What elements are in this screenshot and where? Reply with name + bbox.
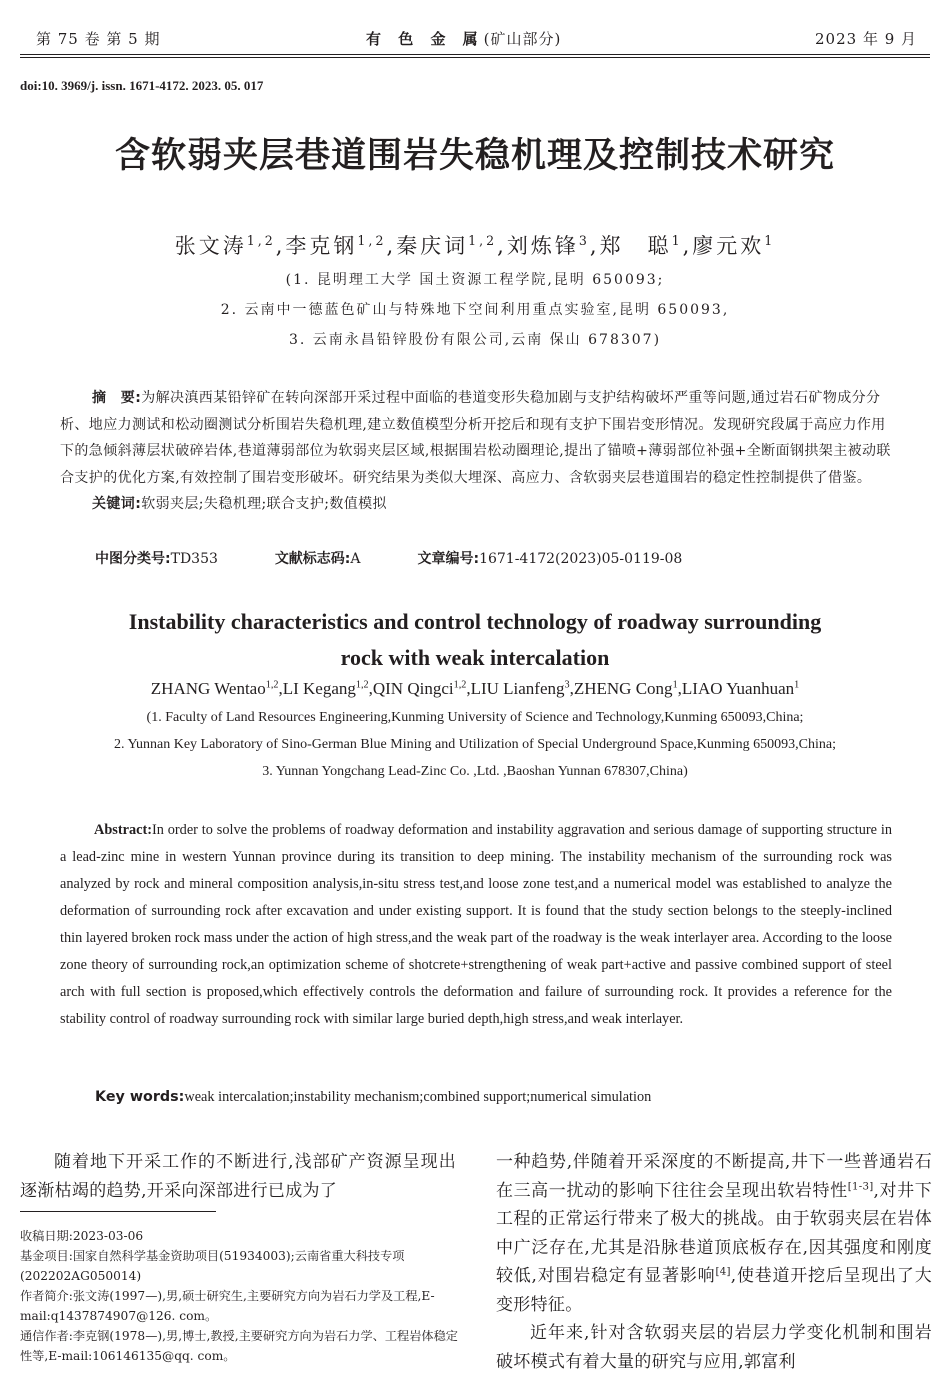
abstract-cn: [60, 385, 892, 518]
author-cn: 秦庆词$^{1,2}$: [396, 233, 498, 258]
footnote-corresponding: 通信作者:李克钢(1978—),男,博士,教授,主要研究方向为岩石力学、工程岩体稳定性等,E-mail:106146135@qq. com。: [20, 1329, 458, 1363]
authors-cn: 张文涛$^{1,2}$,李克钢$^{1,2}$,秦庆词$^{1,2}$,刘炼锋$^3$,郑 聪$^1$,廖元欢$^1$: [174, 233, 776, 258]
doi[interactable]: doi:10. 3969/j. issn. 1671-4172. 2023. 05. 017: [20, 78, 264, 93]
header-rule-top: [20, 54, 930, 55]
citation[interactable]: [4]: [715, 1266, 731, 1278]
header-date: 2023 年 9 月: [815, 30, 918, 48]
doc-code-label: 文献标志码:: [274, 551, 351, 567]
doc-code-value: A: [350, 551, 361, 567]
keywords-en: [95, 1089, 651, 1106]
abstract-en-label: Abstract:: [94, 822, 152, 838]
affiliation-cn-1: (1. 昆明理工大学 国土资源工程学院,昆明 650093;: [285, 272, 665, 288]
author-en: QIN Qingci$^{1,2}$: [372, 679, 467, 698]
body-paragraph: 随着地下开采工作的不断进行,浅部矿产资源呈现出逐渐枯竭的趋势,开采向深部进行已成为了: [20, 1152, 456, 1201]
keywords-cn-text: 软弱夹层;失稳机理;联合支护;数值模拟: [141, 496, 387, 512]
footnotes: [20, 1226, 465, 1366]
affiliation-cn-2: 2. 云南中一德蓝色矿山与特殊地下空间利用重点实验室,昆明 650093,: [220, 302, 730, 318]
body-column-left: [20, 1148, 456, 1205]
article-no-value: 1671-4172(2023)05-0119-08: [479, 551, 683, 567]
author-en: LI Kegang$^{1,2}$: [282, 679, 369, 698]
header-journal-sub: (矿山部分): [483, 30, 562, 48]
author-en: ZHANG Wentao$^{1,2}$: [150, 679, 279, 698]
clc-label: 中图分类号:: [95, 551, 171, 567]
footnote-fund: 基金项目:国家自然科学基金资助项目(51934003);云南省重大科技专项(202202AG050014): [20, 1249, 405, 1283]
classification-row: [95, 548, 682, 568]
abstract-cn-label: 摘 要:: [92, 390, 142, 406]
affiliation-en-3: 3. Yunnan Yongchang Lead-Zinc Co. ,Ltd. ,Baoshan Yunnan 678307,China): [262, 764, 688, 779]
authors-en: ZHANG Wentao$^{1,2}$,LI Kegang$^{1,2}$,QIN Qingci$^{1,2}$,LIU Lianfeng$^3$,ZHENG Cong$^1$,LIAO Yuanhuan$^1$: [150, 679, 800, 698]
footnote-rule: [20, 1211, 216, 1212]
title-en-line1: Instability characteristics and control technology of roadway surrounding: [128, 609, 822, 634]
keywords-en-text: weak intercalation;instability mechanism;combined support;numerical simulation: [184, 1089, 652, 1105]
title-cn: 含软弱夹层巷道围岩失稳机理及控制技术研究: [114, 135, 835, 176]
author-cn: 张文涛$^{1,2}$: [174, 233, 276, 258]
author-en: LIAO Yuanhuan$^1$: [681, 679, 800, 698]
author-cn: 李克钢$^{1,2}$: [285, 233, 387, 258]
header-volume-issue: 第 75 卷 第 5 期: [36, 30, 161, 48]
header-rule-bottom: [20, 57, 930, 58]
keywords-cn-label: 关键词:: [92, 496, 142, 512]
header-journal-name: 有 色 金 属: [366, 30, 484, 48]
author-en: LIU Lianfeng$^3$: [470, 679, 570, 698]
title-en-line2: rock with weak intercalation: [340, 645, 610, 670]
citation[interactable]: [1-3]: [847, 1180, 874, 1192]
body-paragraph: 一种趋势,伴随着开采深度的不断提高,井下一些普通岩石在三高一扰动的影响下往往会呈现出软岩特性[1-3],对井下工程的正常运行带来了极大的挑战。由于软弱夹层在岩体中广泛存在,尤其是沿脉巷道顶底板存在,因其强度和刚度较低,对围岩稳定有显著影响[4],使巷道开挖后呈现出了大变形特征。: [496, 1152, 933, 1315]
article-no-label: 文章编号:: [417, 551, 480, 567]
affiliation-en-2: 2. Yunnan Key Laboratory of Sino-German Blue Mining and Utilization of Special Underground Space,Kunming 650093,China;: [113, 737, 837, 752]
abstract-en-text: In order to solve the problems of roadway deformation and instability aggravation and serious damage of supporting structure in a lead-zinc mine in western Yunnan province during its transition to deep mining. The instability mechanism of the surrounding rock was analyzed by rock and mineral composition analysis,in-situ stress test,and loose zone test,and a numerical model was established to analyze the deformation of surrounding rock after excavation and under existing support. It is found that the study section belongs to the steeply-inclined thin layered broken rock mass under the action of high stress,and the weak part of the roadway is the weak interlayer area. According to the loose zone theory of surrounding rock,an optimization scheme of shotcrete+strengthening of weak part+active and passive combined support of steel arch with full section is proposed,which effectively controls the deformation and failure of surrounding rock. It provides a reference for the stability control of roadway surrounding rock with similar large buried depth,high stress,and weak interlayer.: [60, 822, 892, 1027]
author-cn: 刘炼锋$^3$: [506, 233, 590, 258]
affiliation-cn-3: 3. 云南永昌铅锌股份有限公司,云南 保山 678307): [288, 332, 662, 348]
keywords-en-label: Key words:: [95, 1089, 185, 1105]
author-cn: 廖元欢$^1$: [692, 233, 776, 258]
footnote-received: 收稿日期:2023-03-06: [20, 1229, 144, 1243]
affiliation-en-1: (1. Faculty of Land Resources Engineering,Kunming University of Science and Technology,Kunming 650093,China;: [146, 710, 804, 725]
author-en: ZHENG Cong$^1$: [573, 679, 678, 698]
header-journal: [366, 28, 561, 49]
clc-value: TD353: [170, 551, 218, 567]
body-column-right: [496, 1148, 932, 1376]
title-en: [0, 604, 950, 676]
body-paragraph: 近年来,针对含软弱夹层的岩层力学变化机制和围岩破坏模式有着大量的研究与应用,郭富利: [496, 1323, 932, 1372]
footnote-author-bio: 作者简介:张文涛(1997—),男,硕士研究生,主要研究方向为岩石力学及工程,E-mail:q1437874907@126. com。: [20, 1289, 435, 1323]
abstract-cn-text: 为解决滇西某铅锌矿在转向深部开采过程中面临的巷道变形失稳加剧与支护结构破坏严重等问题,通过岩石矿物成分分析、地应力测试和松动圈测试分析围岩失稳机理,建立数值模型分析开挖后和现有支护下围岩变形情况。发现研究段属于高应力作用下的急倾斜薄层状破碎岩体,巷道薄弱部位为软弱夹层区域,根据围岩松动圈理论,提出了锚喷+薄弱部位补强+全断面钢拱架主被动联合支护的优化方案,有效控制了围岩变形破坏。研究结果为类似大埋深、高应力、含软弱夹层巷道围岩的稳定性控制提供了借鉴。: [60, 390, 891, 486]
abstract-en: [60, 817, 892, 1033]
author-cn: 郑 聪$^1$: [599, 233, 683, 258]
